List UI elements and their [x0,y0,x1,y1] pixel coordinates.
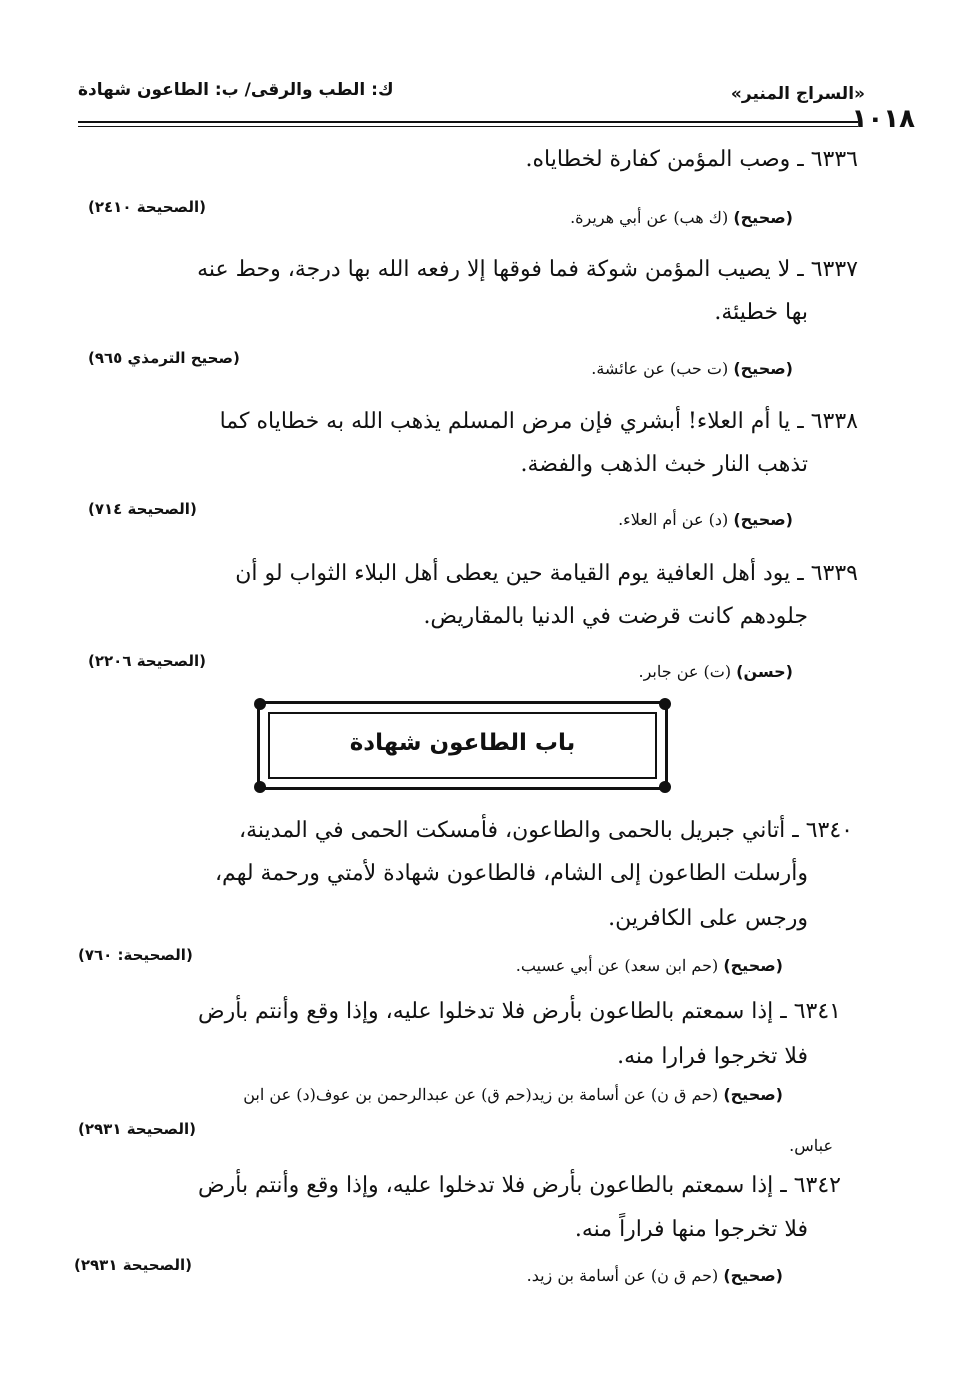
hadith-6341-reference: (الصحيحة ٢٩٣١) [78,1120,196,1138]
hadith-6336-reference: (الصحيحة ٢٤١٠) [88,198,206,216]
hadith-6338-line-1: ٦٣٣٨ ـ يا أم العلاء! أبشري فإن مرض المسلم يذهب الله به خطاياه كما [219,409,858,434]
chapter-heading-box [257,701,668,790]
hadith-6338-line-2: تذهب النار خبث الذهب والفضة. [520,452,808,477]
hadith-6341-line-1: ٦٣٤١ ـ إذا سمعتم بالطاعون بأرض فلا تدخلوا عليه، وإذا وقع وأنتم بأرض [198,999,841,1024]
grade: (حسن) [736,662,793,681]
corner-ornament [254,698,266,710]
hadith-6337-source [591,359,793,378]
hadith-6340-line-3: ورجس على الكافرين. [608,906,808,931]
running-title-left: ك: الطب والرقى/ ب: الطاعون شهادة [78,80,394,100]
hadith-6339-line-2: جلودهم كانت قرضت في الدنيا بالمقاريض. [423,604,808,629]
hadith-6341-line-2: فلا تخرجوا فرارا منه. [617,1044,808,1069]
grade: (صحيح) [723,956,783,975]
grade: (صحيح) [733,208,793,227]
corner-ornament [659,698,671,710]
hadith-6336-source [570,208,793,227]
source-text: (حم ابن سعد) عن أبي عسيب. [515,956,719,975]
hadith-6342-line-1: ٦٣٤٢ ـ إذا سمعتم بالطاعون بأرض فلا تدخلوا عليه، وإذا وقع وأنتم بأرض [198,1173,841,1198]
hadith-6340-reference: (الصحيحة: ٧٦٠) [78,946,193,964]
hadith-6341-source [243,1085,783,1104]
hadith-6340-line-1: ٦٣٤٠ ـ أتاني جبريل بالحمى والطاعون، فأمسكت الحمى في المدينة، [239,818,853,843]
hadith-6337-reference: (صحيح الترمذي ٩٦٥) [88,349,240,367]
corner-ornament [659,781,671,793]
hadith-6342-source [527,1266,783,1285]
hadith-6338-reference: (الصحيحة ٧١٤) [88,500,197,518]
grade: (صحيح) [723,1085,783,1104]
header-rule-thin [78,126,858,127]
hadith-6337-line-2: بها خطيئة. [714,300,808,325]
hadith-6342-reference: (الصحيحة ٢٩٣١) [74,1256,192,1274]
grade: (صحيح) [733,359,793,378]
hadith-6339-reference: (الصحيحة ٢٢٠٦) [88,652,206,670]
source-text: (حم ق ن) عن أسامة بن زيد(حم ق) عن عبدالرحمن بن عوف(د) عن ابن [243,1085,719,1104]
hadith-6341-source-continued: عباس. [789,1136,833,1155]
source-text: (ك هب) عن أبي هريرة. [570,208,729,227]
grade: (صحيح) [733,510,793,529]
source-text: (حم ق ن) عن أسامة بن زيد. [526,1266,719,1285]
source-text: (ت) عن جابر. [638,662,732,681]
hadith-6339-line-1: ٦٣٣٩ ـ يود أهل العافية يوم القيامة حين يعطى أهل البلاء الثواب لو أن [235,561,858,586]
header-rule [78,121,858,123]
grade: (صحيح) [723,1266,783,1285]
running-title-right: «السراج المنير» [730,84,865,104]
source-text: (ت حب) عن عائشة. [591,359,729,378]
hadith-6336-line-1: ٦٣٣٦ ـ وصب المؤمن كفارة لخطاياه. [525,147,858,172]
hadith-6340-line-2: وأرسلت الطاعون إلى الشام، فالطاعون شهادة لأمتي ورحمة لهم، [214,861,808,886]
hadith-6339-source [638,662,793,681]
hadith-6342-line-2: فلا تخرجوا منها فراراً منه. [574,1217,808,1242]
page-number: ١٠١٨ [851,104,915,134]
source-text: (د) عن أم العلاء. [618,510,729,529]
chapter-title: باب الطاعون شهادة [349,730,576,756]
hadith-6340-source [516,956,783,975]
hadith-6338-source [618,510,793,529]
hadith-6337-line-1: ٦٣٣٧ ـ لا يصيب المؤمن شوكة فما فوقها إلا رفعه الله بها درجة، وحط عنه [197,257,858,282]
corner-ornament [254,781,266,793]
